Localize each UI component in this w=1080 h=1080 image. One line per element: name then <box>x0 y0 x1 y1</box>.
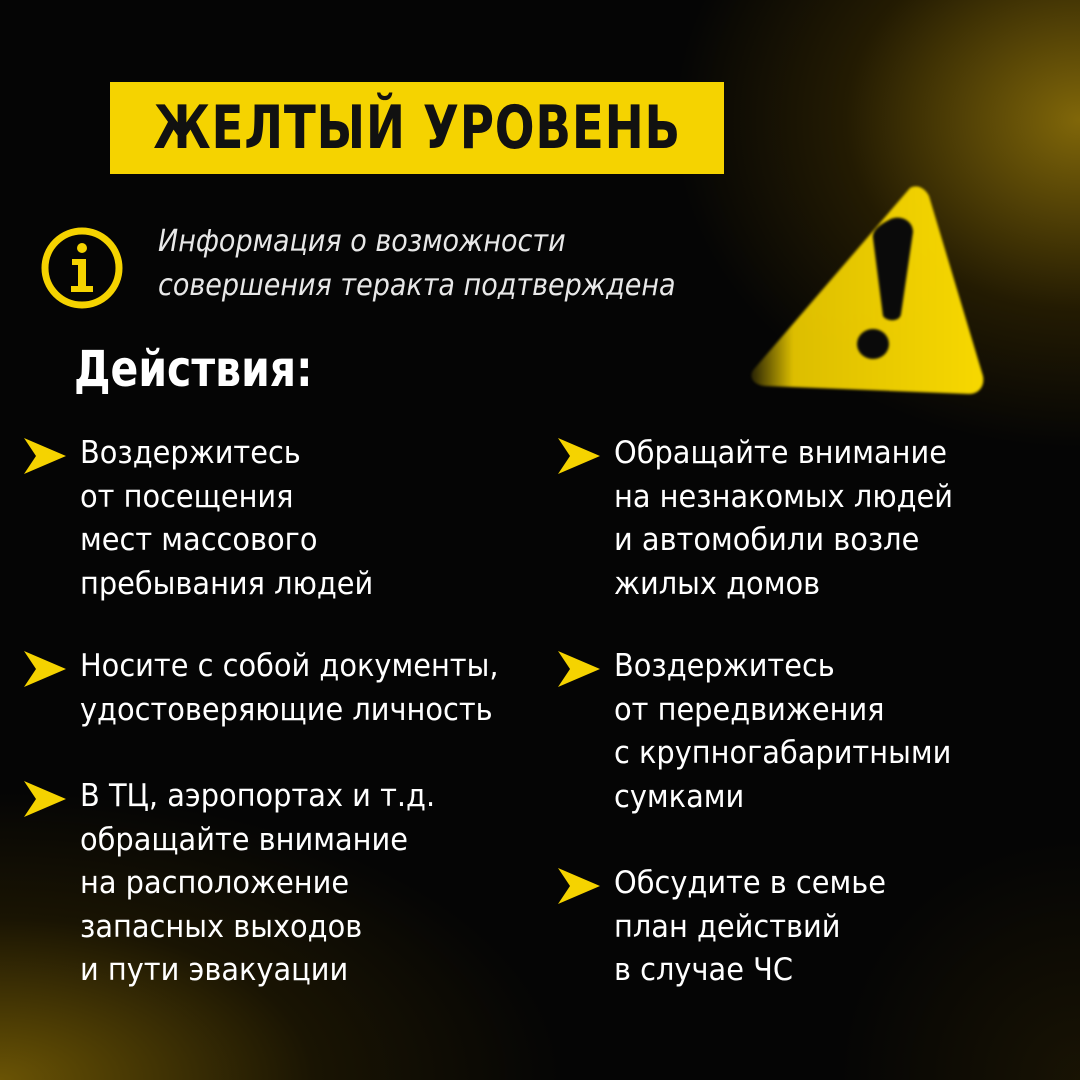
info-icon <box>38 224 126 312</box>
action-line: обращайте внимание <box>80 821 408 858</box>
chevron-right-icon <box>558 438 600 474</box>
action-line: от передвижения <box>614 691 885 728</box>
page-title: ЖЕЛТЫЙ УРОВЕНЬ <box>153 93 681 163</box>
info-line: совершения теракта подтверждена <box>158 268 676 303</box>
action-text <box>614 862 886 993</box>
action-line: мест массового <box>80 522 318 558</box>
action-text <box>614 432 953 606</box>
action-line: в случае ЧС <box>614 952 793 988</box>
action-line: на незнакомых людей <box>614 478 954 515</box>
action-line: В ТЦ, аэропортах и т.д. <box>80 778 436 814</box>
action-line: Носите с собой документы, <box>80 648 499 684</box>
action-line: Воздержитесь <box>614 648 835 684</box>
action-line: жилых домов <box>614 565 821 602</box>
action-text <box>80 645 499 732</box>
chevron-right-icon <box>558 651 600 687</box>
action-text <box>614 645 951 819</box>
title-banner <box>110 82 724 174</box>
action-line: с крупногабаритными <box>614 735 952 771</box>
chevron-right-icon <box>24 438 66 474</box>
action-line: от посещения <box>80 478 294 515</box>
info-message <box>158 220 676 308</box>
action-line: Обсудите в семье <box>614 865 886 901</box>
action-line: на расположение <box>80 865 350 901</box>
action-line: удостоверяющие личность <box>80 691 493 728</box>
action-text <box>80 775 435 993</box>
warning-triangle-icon <box>735 180 1005 410</box>
action-line: план действий <box>614 908 841 945</box>
action-line: и пути эвакуации <box>80 952 349 988</box>
action-line: Обращайте внимание <box>614 435 948 471</box>
action-line: пребывания людей <box>80 565 374 602</box>
chevron-right-icon <box>24 651 66 687</box>
chevron-right-icon <box>24 781 66 817</box>
action-line: запасных выходов <box>80 908 363 945</box>
chevron-right-icon <box>558 868 600 904</box>
actions-heading: Действия: <box>74 340 313 398</box>
action-text <box>80 432 373 606</box>
info-line: Информация о возможности <box>158 224 566 259</box>
action-line: и автомобили возле <box>614 522 920 558</box>
action-line: Воздержитесь <box>80 435 301 471</box>
action-line: сумками <box>614 778 745 815</box>
